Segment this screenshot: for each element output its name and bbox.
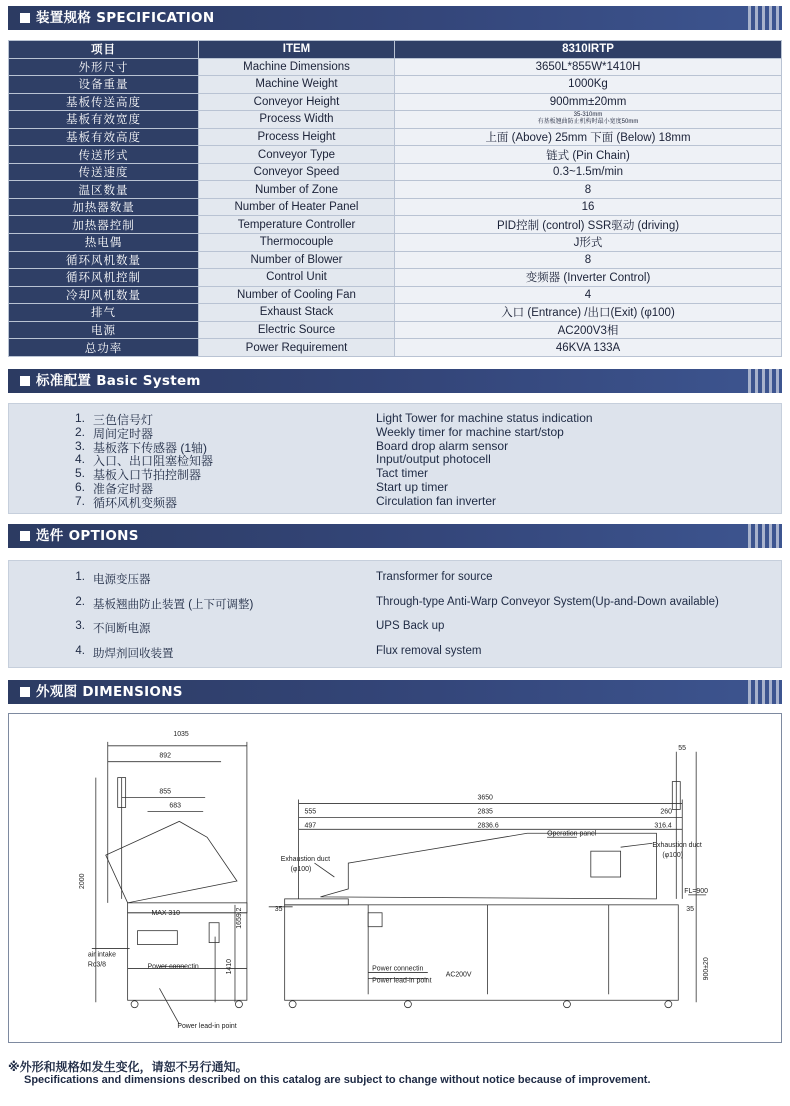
spec-row [9, 181, 782, 199]
spec-item-en: Machine Dimensions [199, 58, 395, 76]
spec-item-zh: 加热器数量 [9, 198, 199, 216]
basic-item-num: 2. [74, 424, 85, 439]
spec-item-en: Control Unit [199, 269, 395, 287]
dim-35-left-label: 35 [274, 905, 283, 913]
spec-item-en: Power Requirement [199, 339, 395, 357]
spec-value: 0.3~1.5m/min [395, 163, 782, 181]
option-item [9, 596, 781, 612]
front-power-lead-in-label: Power lead-in point [372, 977, 432, 985]
basic-item-en: Tact timer [376, 466, 429, 481]
basic-item [9, 494, 781, 508]
spec-value: PID控制 (control) SSR驱动 (driving) [395, 216, 782, 234]
basic-item-en: Circulation fan inverter [376, 493, 497, 508]
front-power-connection-label: Power connectin [372, 965, 424, 973]
spec-row [9, 216, 782, 234]
basic-item [9, 452, 781, 469]
dim-1659-label: 1659.2 [235, 907, 243, 929]
spec-value-line: 35-310mm [573, 112, 603, 119]
basic-item [9, 480, 781, 494]
basic-item-zh: 三色信号灯 [93, 413, 154, 427]
option-item-zh: 助焊剂回收装置 [93, 647, 174, 660]
spec-row [9, 58, 782, 76]
exhaust-duct-right-label: Exhaustion duct [652, 842, 702, 850]
power-lead-in-label: Power lead-in point [177, 1023, 237, 1031]
option-item [9, 571, 781, 587]
stripe-decoration [748, 680, 782, 704]
dimension-drawing [8, 713, 782, 1043]
dim-260-label: 260 [660, 808, 672, 816]
spec-header-cell: 项目 [9, 41, 199, 59]
basic-item-zh: 周间定时器 [93, 426, 154, 441]
spec-item-en: Machine Weight [199, 76, 395, 94]
spec-item-en: Thermocouple [199, 234, 395, 252]
dim-683-label: 683 [169, 802, 181, 810]
spec-item-zh: 基板有效高度 [9, 128, 199, 146]
spec-header-row [9, 41, 782, 59]
spec-item-zh: 温区数量 [9, 181, 199, 199]
dim-1410-label: 1410 [226, 958, 233, 975]
spec-value: 3650L*855W*1410H [395, 58, 782, 76]
spec-row [9, 234, 782, 252]
spec-value: 16 [395, 198, 782, 216]
spec-header-cell: ITEM [199, 41, 395, 59]
spec-item-zh: 冷却风机数量 [9, 286, 199, 304]
spec-item-en: Conveyor Type [199, 146, 395, 164]
spec-item-en: Process Width [199, 111, 395, 129]
basic-item-num: 4. [74, 452, 85, 467]
square-bullet-icon [20, 531, 30, 541]
spec-row [9, 128, 782, 146]
spec-row [9, 111, 782, 129]
dim-1035-label: 1035 [173, 730, 189, 738]
dim-855-label: 855 [159, 788, 172, 796]
spec-value: 链式 (Pin Chain) [395, 146, 782, 164]
spec-value: 4 [395, 286, 782, 304]
basic-item-zh: 循环风机变频器 [93, 495, 178, 510]
spec-item-en: Exhaust Stack [199, 304, 395, 322]
spec-value: J形式 [395, 234, 782, 252]
basic-item-en: Board drop alarm sensor [376, 438, 509, 453]
option-item [9, 620, 781, 636]
spec-row [9, 269, 782, 287]
ac200v-label: AC200V [445, 971, 472, 979]
basic-item-num: 7. [74, 493, 85, 508]
spec-row [9, 76, 782, 94]
basic-item-num: 5. [74, 466, 85, 481]
dim-892-label: 892 [159, 752, 172, 760]
spec-value-note: 有基板翘曲防止机构时最小宽度50mm [537, 119, 639, 126]
option-item-en: Transformer for source [376, 571, 493, 583]
spec-item-en: Number of Cooling Fan [199, 286, 395, 304]
basic-system-panel [8, 403, 782, 514]
spec-item-en: Number of Blower [199, 251, 395, 269]
dim-497-label: 497 [304, 822, 317, 830]
section-header-basic-system [8, 369, 782, 393]
spec-item-zh: 传送形式 [9, 146, 199, 164]
spec-value [395, 111, 782, 129]
spec-item-en: Electric Source [199, 321, 395, 339]
spec-value: 入口 (Entrance) /出口(Exit) (φ100) [395, 304, 782, 322]
spec-item-zh: 传送速度 [9, 163, 199, 181]
spec-item-zh: 总功率 [9, 339, 199, 357]
dim-3650-label: 3650 [477, 794, 493, 802]
option-item-en: Flux removal system [376, 644, 482, 657]
spec-row [9, 93, 782, 111]
section-header-dimensions [8, 680, 782, 704]
spec-item-en: Number of Heater Panel [199, 198, 395, 216]
option-item-en: UPS Back up [376, 620, 445, 632]
spec-row [9, 163, 782, 181]
spec-item-zh: 基板传送高度 [9, 93, 199, 111]
spec-row [9, 198, 782, 216]
spec-item-en: Process Height [199, 128, 395, 146]
section-header-specification [8, 6, 782, 30]
basic-item-en: Weekly timer for machine start/stop [376, 424, 564, 439]
stripe-decoration [748, 6, 782, 30]
dim-2000-label: 2000 [78, 873, 86, 889]
spec-row [9, 146, 782, 164]
spec-item-zh: 外形尺寸 [9, 58, 199, 76]
operation-panel-label: Operation panel [547, 830, 597, 838]
specification-table [8, 40, 782, 357]
spec-item-zh: 基板有效宽度 [9, 111, 199, 129]
option-item-zh: 电源变压器 [93, 574, 151, 586]
power-connection-label: Power connectin [147, 963, 199, 971]
basic-item-zh: 基板入口节拍控制器 [93, 468, 202, 483]
spec-item-zh: 循环风机数量 [9, 251, 199, 269]
section-title: 外观图 DIMENSIONS [36, 684, 183, 700]
basic-item-en: Input/output photocell [376, 452, 491, 467]
square-bullet-icon [20, 687, 30, 697]
square-bullet-icon [20, 13, 30, 23]
air-intake-label: air intake [87, 951, 117, 959]
basic-item-num: 1. [74, 411, 85, 425]
options-panel [8, 560, 782, 668]
spec-item-zh: 加热器控制 [9, 216, 199, 234]
option-item-num: 4. [75, 644, 85, 657]
spec-value: 上面 (Above) 25mm 下面 (Below) 18mm [395, 128, 782, 146]
basic-item-en: Light Tower for machine status indication [376, 411, 593, 425]
notice-chinese: ※外形和规格如发生变化，请恕不另行通知。 [8, 1060, 248, 1074]
spec-item-zh: 排气 [9, 304, 199, 322]
section-title: 标准配置 Basic System [36, 373, 201, 389]
front-view-drawing [269, 752, 706, 1008]
section-title: 选件 OPTIONS [36, 528, 139, 544]
spec-header-cell: 8310IRTP [395, 41, 782, 59]
spec-item-en: Number of Zone [199, 181, 395, 199]
spec-item-en: Conveyor Height [199, 93, 395, 111]
spec-item-en: Conveyor Speed [199, 163, 395, 181]
spec-item-zh: 循环风机控制 [9, 269, 199, 287]
spec-value: 1000Kg [395, 76, 782, 94]
section-header-options [8, 524, 782, 548]
rc-label: Rc3/8 [87, 961, 106, 969]
basic-item [9, 439, 781, 453]
dim-2835-label: 2835 [477, 808, 493, 816]
dimension-drawing-svg [9, 714, 781, 1042]
stripe-decoration [748, 524, 782, 548]
section-title: 装置规格 SPECIFICATION [36, 10, 215, 26]
basic-item [9, 425, 781, 439]
spec-row [9, 339, 782, 357]
dim-55-label: 55 [678, 744, 686, 752]
basic-item-zh: 入口、出口阻塞检知器 [93, 454, 214, 469]
square-bullet-icon [20, 376, 30, 386]
basic-item [9, 466, 781, 483]
option-item-en: Through-type Anti-Warp Conveyor System(Up-and-Down available) [376, 595, 719, 608]
spec-row [9, 251, 782, 269]
option-item-zh: 基板翘曲防止装置 (上下可调整) [93, 598, 254, 611]
dim-2836-label: 2836.6 [477, 822, 499, 830]
exhaust-duct-left-dia-label: (φ100) [290, 866, 312, 874]
spec-item-en: Temperature Controller [199, 216, 395, 234]
stripe-decoration [748, 369, 782, 393]
option-item-num: 2. [75, 595, 85, 608]
dim-316-label: 316.4 [654, 822, 672, 830]
basic-item-zh: 基板落下传感器 (1轴) [93, 440, 208, 455]
spec-row [9, 321, 782, 339]
basic-item-num: 6. [74, 480, 85, 494]
spec-item-zh: 设备重量 [9, 76, 199, 94]
basic-item-en: Start up timer [376, 480, 449, 494]
option-item-num: 1. [75, 571, 85, 583]
max-310-label: MAX 310 [151, 909, 181, 917]
dim-900-label: 900±20 [703, 957, 711, 981]
notice-english: Specifications and dimensions described on this catalog are subject to change without notice because of improvement. [24, 1074, 651, 1086]
spec-value: 8 [395, 251, 782, 269]
dim-555-label: 555 [304, 808, 317, 816]
exhaust-duct-left-label: Exhaustion duct [280, 856, 331, 864]
spec-value: 46KVA 133A [395, 339, 782, 357]
spec-row [9, 286, 782, 304]
basic-item-zh: 准备定时器 [93, 482, 154, 496]
spec-value: AC200V3相 [395, 321, 782, 339]
option-item-zh: 不间断电源 [93, 623, 151, 635]
spec-value: 变频器 (Inverter Control) [395, 269, 782, 287]
basic-item [9, 411, 781, 425]
spec-row [9, 304, 782, 322]
spec-item-zh: 热电偶 [9, 234, 199, 252]
option-item-num: 3. [75, 620, 85, 632]
spec-value: 900mm±20mm [395, 93, 782, 111]
basic-item-num: 3. [74, 438, 85, 453]
option-item [9, 645, 781, 661]
side-view-drawing [92, 742, 247, 1024]
fl-label: FL=900 [684, 887, 708, 895]
dim-35-right-label: 35 [686, 905, 694, 913]
spec-value: 8 [395, 181, 782, 199]
spec-item-zh: 电源 [9, 321, 199, 339]
exhaust-duct-right-dia-label: (φ100) [662, 852, 684, 860]
